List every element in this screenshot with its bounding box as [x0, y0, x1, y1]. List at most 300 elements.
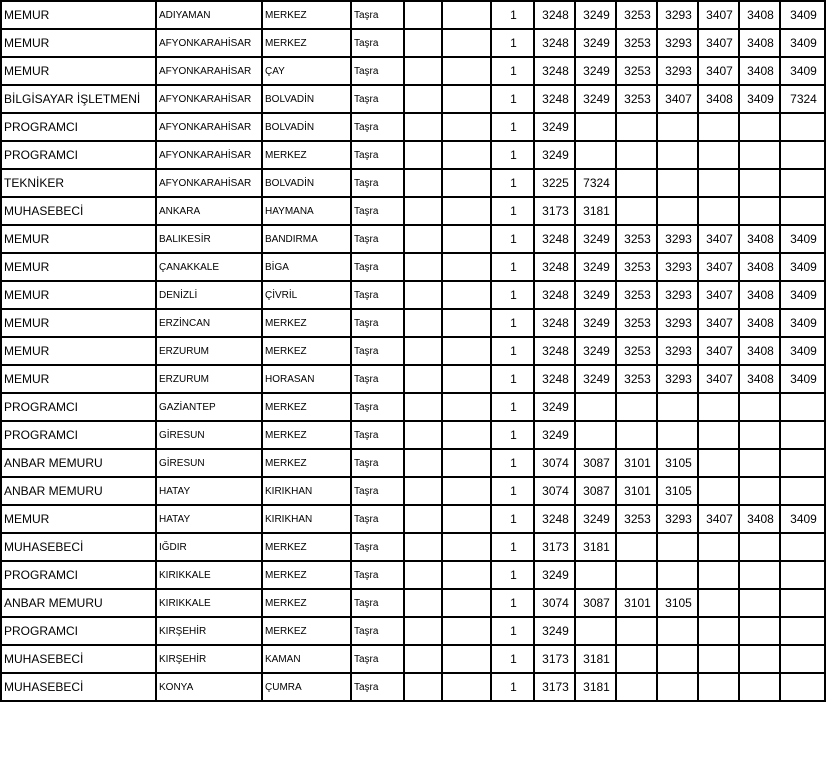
qualification-code-cell: 3409 — [780, 309, 825, 337]
quota-count-cell: 1 — [491, 225, 534, 253]
location-cell: Taşra — [351, 337, 404, 365]
qualification-code-cell — [780, 393, 825, 421]
qualification-code-cell — [698, 561, 739, 589]
empty-cell — [442, 113, 491, 141]
qualification-code-cell: 3173 — [534, 673, 575, 701]
location-cell: Taşra — [351, 589, 404, 617]
qualification-code-cell: 3249 — [575, 281, 616, 309]
qualification-code-cell — [739, 421, 780, 449]
qualification-code-cell — [616, 169, 657, 197]
empty-cell — [442, 561, 491, 589]
district-cell: BİGA — [262, 253, 351, 281]
qualification-code-cell: 3293 — [657, 1, 698, 29]
qualification-code-cell: 3407 — [698, 281, 739, 309]
province-cell: ADIYAMAN — [156, 1, 262, 29]
table-row — [1, 393, 825, 421]
qualification-code-cell: 3253 — [616, 365, 657, 393]
position-title-cell: MEMUR — [1, 365, 156, 393]
qualification-code-cell: 3408 — [739, 365, 780, 393]
qualification-code-cell: 3407 — [698, 309, 739, 337]
qualification-code-cell: 3253 — [616, 1, 657, 29]
province-cell: IĞDIR — [156, 533, 262, 561]
province-cell: DENİZLİ — [156, 281, 262, 309]
empty-cell — [404, 393, 442, 421]
empty-cell — [404, 337, 442, 365]
empty-cell — [442, 309, 491, 337]
table-row — [1, 477, 825, 505]
qualification-code-cell: 3101 — [616, 589, 657, 617]
empty-cell — [442, 421, 491, 449]
location-cell: Taşra — [351, 645, 404, 673]
qualification-code-cell: 3293 — [657, 225, 698, 253]
qualification-code-cell: 3253 — [616, 281, 657, 309]
quota-count-cell: 1 — [491, 449, 534, 477]
quota-count-cell: 1 — [491, 673, 534, 701]
qualification-code-cell: 3249 — [575, 365, 616, 393]
qualification-code-cell: 3409 — [780, 29, 825, 57]
province-cell: KONYA — [156, 673, 262, 701]
empty-cell — [404, 253, 442, 281]
province-cell: ÇANAKKALE — [156, 253, 262, 281]
qualification-code-cell — [657, 673, 698, 701]
qualification-code-cell — [575, 141, 616, 169]
empty-cell — [442, 253, 491, 281]
location-cell: Taşra — [351, 673, 404, 701]
qualification-code-cell — [739, 617, 780, 645]
empty-cell — [404, 617, 442, 645]
qualification-code-cell: 3248 — [534, 57, 575, 85]
qualification-code-cell: 3074 — [534, 477, 575, 505]
qualification-code-cell: 3248 — [534, 365, 575, 393]
qualification-code-cell — [698, 477, 739, 505]
qualification-code-cell — [780, 113, 825, 141]
empty-cell — [442, 505, 491, 533]
table-row — [1, 253, 825, 281]
location-cell: Taşra — [351, 29, 404, 57]
location-cell: Taşra — [351, 561, 404, 589]
qualification-code-cell — [780, 421, 825, 449]
qualification-code-cell: 3248 — [534, 281, 575, 309]
empty-cell — [404, 85, 442, 113]
table-row — [1, 225, 825, 253]
position-title-cell: MEMUR — [1, 1, 156, 29]
table-row — [1, 197, 825, 225]
qualification-code-cell: 3087 — [575, 477, 616, 505]
table-row — [1, 85, 825, 113]
qualification-code-cell — [698, 673, 739, 701]
province-cell: GAZİANTEP — [156, 393, 262, 421]
qualification-code-cell: 3409 — [780, 253, 825, 281]
qualification-code-cell — [698, 141, 739, 169]
table-row — [1, 365, 825, 393]
position-title-cell: PROGRAMCI — [1, 617, 156, 645]
empty-cell — [404, 421, 442, 449]
location-cell: Taşra — [351, 365, 404, 393]
position-title-cell: MUHASEBECİ — [1, 533, 156, 561]
qualification-code-cell: 3407 — [698, 505, 739, 533]
qualification-code-cell — [739, 449, 780, 477]
qualification-code-cell: 3293 — [657, 337, 698, 365]
empty-cell — [442, 617, 491, 645]
empty-cell — [404, 113, 442, 141]
district-cell: MERKEZ — [262, 29, 351, 57]
table-row — [1, 617, 825, 645]
qualification-code-cell: 3074 — [534, 589, 575, 617]
qualification-code-cell — [616, 533, 657, 561]
qualification-code-cell — [657, 617, 698, 645]
qualification-code-cell: 3293 — [657, 365, 698, 393]
qualification-code-cell: 3249 — [575, 57, 616, 85]
location-cell: Taşra — [351, 253, 404, 281]
qualification-code-cell — [616, 673, 657, 701]
qualification-code-cell: 3181 — [575, 197, 616, 225]
quota-count-cell: 1 — [491, 169, 534, 197]
qualification-code-cell: 3101 — [616, 449, 657, 477]
quota-count-cell: 1 — [491, 617, 534, 645]
province-cell: ERZİNCAN — [156, 309, 262, 337]
qualification-code-cell: 3408 — [739, 309, 780, 337]
empty-cell — [404, 561, 442, 589]
district-cell: ÇİVRİL — [262, 281, 351, 309]
qualification-code-cell: 3407 — [698, 225, 739, 253]
qualification-code-cell — [616, 197, 657, 225]
position-title-cell: MEMUR — [1, 505, 156, 533]
location-cell: Taşra — [351, 113, 404, 141]
qualification-code-cell: 3253 — [616, 505, 657, 533]
quota-count-cell: 1 — [491, 197, 534, 225]
empty-cell — [404, 169, 442, 197]
qualification-code-cell: 3248 — [534, 1, 575, 29]
qualification-code-cell: 3407 — [698, 337, 739, 365]
qualification-code-cell: 3249 — [575, 29, 616, 57]
empty-cell — [442, 533, 491, 561]
qualification-code-cell — [698, 449, 739, 477]
quota-count-cell: 1 — [491, 253, 534, 281]
position-title-cell: MEMUR — [1, 309, 156, 337]
table-row — [1, 337, 825, 365]
qualification-code-cell: 3249 — [534, 141, 575, 169]
qualification-code-cell: 3253 — [616, 85, 657, 113]
table-row — [1, 589, 825, 617]
qualification-code-cell: 3248 — [534, 225, 575, 253]
province-cell: ANKARA — [156, 197, 262, 225]
qualification-code-cell — [698, 645, 739, 673]
qualification-code-cell: 3249 — [575, 1, 616, 29]
qualification-code-cell — [780, 477, 825, 505]
qualification-code-cell: 3293 — [657, 309, 698, 337]
qualification-code-cell: 3408 — [739, 337, 780, 365]
qualification-code-cell — [575, 113, 616, 141]
quota-count-cell: 1 — [491, 505, 534, 533]
location-cell: Taşra — [351, 393, 404, 421]
empty-cell — [404, 365, 442, 393]
table-row — [1, 505, 825, 533]
qualification-code-cell — [657, 141, 698, 169]
district-cell: MERKEZ — [262, 561, 351, 589]
qualification-code-cell: 3407 — [698, 365, 739, 393]
province-cell: AFYONKARAHİSAR — [156, 29, 262, 57]
position-title-cell: MEMUR — [1, 281, 156, 309]
district-cell: HORASAN — [262, 365, 351, 393]
qualification-code-cell: 3409 — [780, 1, 825, 29]
empty-cell — [442, 281, 491, 309]
location-cell: Taşra — [351, 57, 404, 85]
empty-cell — [404, 197, 442, 225]
district-cell: MERKEZ — [262, 309, 351, 337]
quota-count-cell: 1 — [491, 281, 534, 309]
qualification-code-cell: 3408 — [698, 85, 739, 113]
position-title-cell: ANBAR MEMURU — [1, 589, 156, 617]
qualification-code-cell: 3248 — [534, 505, 575, 533]
qualification-code-cell: 3293 — [657, 253, 698, 281]
qualification-code-cell: 3181 — [575, 533, 616, 561]
location-cell: Taşra — [351, 505, 404, 533]
qualification-code-cell: 3407 — [698, 253, 739, 281]
qualification-code-cell: 3248 — [534, 309, 575, 337]
district-cell: BOLVADİN — [262, 113, 351, 141]
position-title-cell: MEMUR — [1, 337, 156, 365]
position-title-cell: PROGRAMCI — [1, 113, 156, 141]
quota-count-cell: 1 — [491, 645, 534, 673]
qualification-code-cell — [780, 169, 825, 197]
empty-cell — [404, 309, 442, 337]
position-title-cell: TEKNİKER — [1, 169, 156, 197]
qualification-code-cell — [575, 421, 616, 449]
qualification-code-cell — [616, 113, 657, 141]
location-cell: Taşra — [351, 477, 404, 505]
empty-cell — [404, 505, 442, 533]
location-cell: Taşra — [351, 421, 404, 449]
qualification-code-cell — [657, 197, 698, 225]
qualification-code-cell: 3173 — [534, 645, 575, 673]
qualification-code-cell: 3074 — [534, 449, 575, 477]
qualification-code-cell — [616, 561, 657, 589]
province-cell: AFYONKARAHİSAR — [156, 85, 262, 113]
province-cell: ERZURUM — [156, 337, 262, 365]
qualification-code-cell: 3249 — [534, 561, 575, 589]
qualification-code-cell: 3253 — [616, 57, 657, 85]
empty-cell — [442, 197, 491, 225]
qualification-code-cell — [616, 421, 657, 449]
province-cell: AFYONKARAHİSAR — [156, 57, 262, 85]
qualification-code-cell: 3409 — [780, 505, 825, 533]
qualification-code-cell — [698, 533, 739, 561]
qualification-code-cell: 3407 — [698, 1, 739, 29]
qualification-code-cell: 3173 — [534, 197, 575, 225]
qualification-code-cell: 3249 — [534, 617, 575, 645]
position-title-cell: ANBAR MEMURU — [1, 477, 156, 505]
qualification-code-cell — [739, 393, 780, 421]
qualification-code-cell: 3253 — [616, 29, 657, 57]
qualification-code-cell: 3087 — [575, 449, 616, 477]
qualification-code-cell: 3408 — [739, 505, 780, 533]
district-cell: MERKEZ — [262, 337, 351, 365]
qualification-code-cell: 3249 — [575, 85, 616, 113]
qualification-code-cell — [780, 533, 825, 561]
district-cell: MERKEZ — [262, 1, 351, 29]
quota-count-cell: 1 — [491, 1, 534, 29]
qualification-code-cell — [616, 617, 657, 645]
district-cell: MERKEZ — [262, 449, 351, 477]
qualification-code-cell: 3249 — [575, 225, 616, 253]
district-cell: KIRIKHAN — [262, 477, 351, 505]
qualification-code-cell: 3248 — [534, 337, 575, 365]
quota-count-cell: 1 — [491, 141, 534, 169]
empty-cell — [404, 57, 442, 85]
position-title-cell: MUHASEBECİ — [1, 673, 156, 701]
qualification-code-cell — [698, 589, 739, 617]
qualification-code-cell: 3253 — [616, 225, 657, 253]
qualification-code-cell: 3249 — [534, 421, 575, 449]
position-title-cell: PROGRAMCI — [1, 561, 156, 589]
position-title-cell: MEMUR — [1, 225, 156, 253]
empty-cell — [404, 29, 442, 57]
qualification-code-cell — [739, 673, 780, 701]
table-body — [1, 1, 825, 701]
province-cell: GİRESUN — [156, 421, 262, 449]
quota-count-cell: 1 — [491, 337, 534, 365]
quota-count-cell: 1 — [491, 477, 534, 505]
qualification-code-cell: 3293 — [657, 57, 698, 85]
position-title-cell: BİLGİSAYAR İŞLETMENİ — [1, 85, 156, 113]
district-cell: ÇAY — [262, 57, 351, 85]
qualification-code-cell: 3248 — [534, 253, 575, 281]
qualification-code-cell: 3087 — [575, 589, 616, 617]
qualification-code-cell: 3407 — [657, 85, 698, 113]
qualification-code-cell: 3253 — [616, 253, 657, 281]
qualification-code-cell — [780, 561, 825, 589]
table-row — [1, 141, 825, 169]
position-title-cell: MEMUR — [1, 57, 156, 85]
empty-cell — [442, 673, 491, 701]
table-row — [1, 673, 825, 701]
position-title-cell: ANBAR MEMURU — [1, 449, 156, 477]
district-cell: ÇUMRA — [262, 673, 351, 701]
position-title-cell: PROGRAMCI — [1, 141, 156, 169]
position-title-cell: MEMUR — [1, 253, 156, 281]
qualification-code-cell: 3249 — [575, 505, 616, 533]
qualification-code-cell — [739, 197, 780, 225]
location-cell: Taşra — [351, 617, 404, 645]
location-cell: Taşra — [351, 309, 404, 337]
qualification-code-cell: 3101 — [616, 477, 657, 505]
province-cell: ERZURUM — [156, 365, 262, 393]
district-cell: HAYMANA — [262, 197, 351, 225]
qualification-code-cell — [575, 393, 616, 421]
empty-cell — [404, 449, 442, 477]
qualification-code-cell — [780, 645, 825, 673]
qualification-code-cell — [657, 533, 698, 561]
qualification-code-cell: 3407 — [698, 57, 739, 85]
qualification-code-cell — [698, 421, 739, 449]
district-cell: MERKEZ — [262, 589, 351, 617]
location-cell: Taşra — [351, 1, 404, 29]
qualification-code-cell — [780, 617, 825, 645]
qualification-code-cell: 3181 — [575, 645, 616, 673]
province-cell: KIRIKKALE — [156, 561, 262, 589]
quota-count-cell: 1 — [491, 421, 534, 449]
qualification-code-cell — [739, 477, 780, 505]
empty-cell — [404, 141, 442, 169]
qualification-code-cell: 3293 — [657, 29, 698, 57]
qualification-code-cell: 3253 — [616, 337, 657, 365]
qualification-code-cell — [657, 421, 698, 449]
table-row — [1, 309, 825, 337]
qualification-code-cell: 3408 — [739, 57, 780, 85]
empty-cell — [442, 393, 491, 421]
location-cell: Taşra — [351, 225, 404, 253]
table-row — [1, 449, 825, 477]
qualification-code-cell: 3249 — [534, 393, 575, 421]
empty-cell — [404, 1, 442, 29]
quota-count-cell: 1 — [491, 85, 534, 113]
qualification-code-cell — [698, 617, 739, 645]
table-row — [1, 57, 825, 85]
qualification-code-cell: 3249 — [575, 309, 616, 337]
qualification-code-cell: 3105 — [657, 449, 698, 477]
district-cell: MERKEZ — [262, 393, 351, 421]
empty-cell — [442, 449, 491, 477]
district-cell: BOLVADİN — [262, 85, 351, 113]
qualification-code-cell — [657, 645, 698, 673]
qualification-code-cell: 3105 — [657, 589, 698, 617]
location-cell: Taşra — [351, 449, 404, 477]
qualification-code-cell — [780, 673, 825, 701]
empty-cell — [442, 57, 491, 85]
position-title-cell: MEMUR — [1, 29, 156, 57]
qualification-code-cell: 3248 — [534, 85, 575, 113]
qualification-code-cell: 3407 — [698, 29, 739, 57]
empty-cell — [404, 477, 442, 505]
qualification-code-cell — [698, 113, 739, 141]
qualification-code-cell — [657, 169, 698, 197]
empty-cell — [442, 169, 491, 197]
empty-cell — [404, 645, 442, 673]
empty-cell — [442, 645, 491, 673]
qualification-code-cell — [780, 449, 825, 477]
qualification-code-cell: 3409 — [780, 225, 825, 253]
table-row — [1, 281, 825, 309]
empty-cell — [442, 477, 491, 505]
qualification-code-cell — [739, 113, 780, 141]
qualification-code-cell: 7324 — [575, 169, 616, 197]
province-cell: KIRIKKALE — [156, 589, 262, 617]
location-cell: Taşra — [351, 197, 404, 225]
qualification-code-cell: 3409 — [780, 365, 825, 393]
district-cell: MERKEZ — [262, 617, 351, 645]
quota-count-cell: 1 — [491, 561, 534, 589]
qualification-code-cell: 3105 — [657, 477, 698, 505]
empty-cell — [442, 85, 491, 113]
district-cell: MERKEZ — [262, 141, 351, 169]
district-cell: MERKEZ — [262, 533, 351, 561]
qualification-code-cell — [575, 617, 616, 645]
qualification-code-cell: 3253 — [616, 309, 657, 337]
qualification-code-cell — [739, 645, 780, 673]
quota-count-cell: 1 — [491, 113, 534, 141]
quota-count-cell: 1 — [491, 365, 534, 393]
table-row — [1, 1, 825, 29]
quota-count-cell: 1 — [491, 29, 534, 57]
qualification-code-cell — [739, 533, 780, 561]
province-cell: HATAY — [156, 505, 262, 533]
district-cell: BANDIRMA — [262, 225, 351, 253]
qualification-code-cell: 3409 — [739, 85, 780, 113]
qualification-code-cell: 3293 — [657, 281, 698, 309]
qualification-code-cell — [657, 393, 698, 421]
quota-count-cell: 1 — [491, 57, 534, 85]
province-cell: GİRESUN — [156, 449, 262, 477]
